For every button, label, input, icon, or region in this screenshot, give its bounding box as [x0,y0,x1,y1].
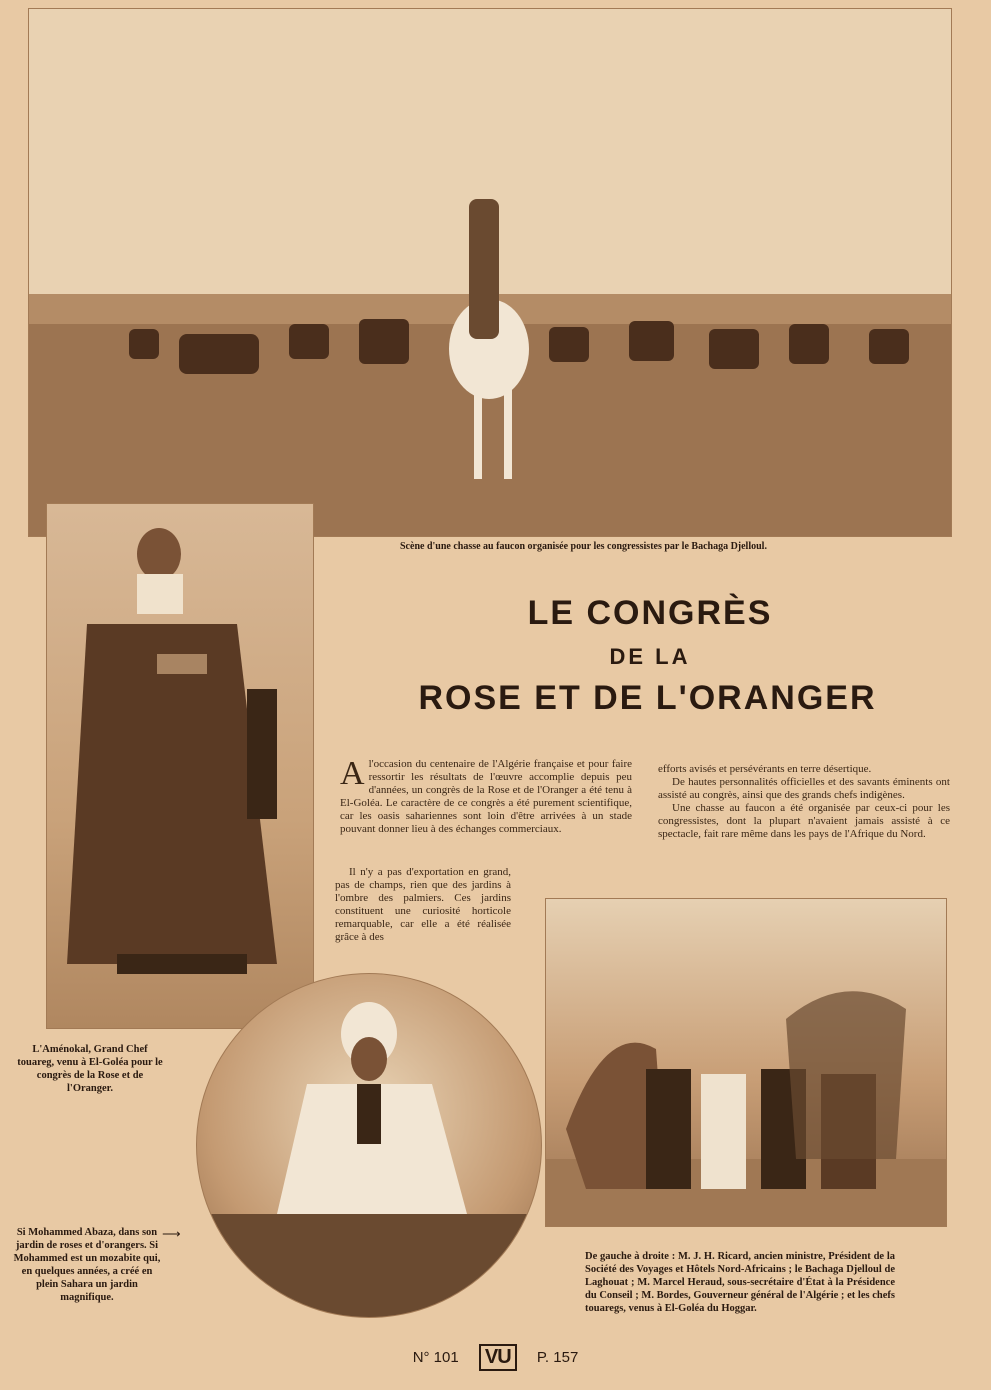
hunt-scene-illustration [29,9,951,536]
abaza-figure-illustration [197,974,541,1317]
photo-amenokal [46,503,314,1029]
photo-abaza [196,973,542,1318]
article-paragraph-1: l'occasion du centenaire de l'Algérie française et pour faire ressortir les résultats de l'œuvre accomplie depuis peu d'années, un congrès de la Rose et de l'Oranger a été tenu à El-Goléa. Le caractère de ce congrès a été purement scientifique, car les oasis sahariennes sont loin d'être arrivées à un stade pouvant donner lieu à des échanges commerciaux. [340,758,632,835]
issue-number: N° 101 [412,1349,459,1366]
caption-group: De gauche à droite : M. J. H. Ricard, ancien ministre, Président de la Société des Voyages et Hôtels Nord-Africains ; le Bachaga Djelloul de Laghouat ; M. Marcel Heraud, sous-secrétaire d'État à la Présidence du Conseil ; M. Bordes, Gouverneur général de l'Algérie ; et les chefs touaregs, venus à El-Goléa du Hoggar. [585,1251,895,1314]
title-line-1: LE CONGRÈS [527,594,773,632]
photo-falcon-hunt [28,8,952,537]
arrow-right-icon: ⟶ [162,1226,181,1241]
article-column-2 [658,763,950,841]
title-line-2: DE LA [609,644,691,669]
photo-dignitaries [545,898,947,1227]
dignitaries-scene-illustration [546,899,946,1226]
page-footer [0,1344,991,1371]
page-number: P. 157 [536,1349,579,1366]
article-paragraph-2: Il n'y a pas d'exportation en grand, pas de champs, rien que des jardins à l'ombre des palmiers. Ces jardins constituent une curiosité horticole remarquable, car elle a été réalisée grâce à des [335,866,511,943]
caption-amenokal: L'Aménokal, Grand Chef touareg, venu à El-Goléa pour le congrès de la Rose et de l'Oranger. [17,1044,163,1094]
article-paragraph-4: De hautes personnalités officielles et des savants éminents ont assisté au congrès, ainsi que des grands chefs indigènes. [658,776,950,801]
article-paragraph-5: Une chasse au faucon a été organisée par ceux-ci pour les congressistes, dont la plupart n'avaient jamais assisté à ce spectacle, fait rare même dans les pays de l'Afrique du Nord. [658,802,950,840]
article-column-1b [335,866,511,944]
title-line-3: ROSE ET DE L'ORANGER [418,679,877,717]
article-dropcap: A [340,755,365,792]
caption-abaza: Si Mohammed Abaza, dans son jardin de roses et d'orangers. Si Mohammed est un mozabite qui, en quelques années, a créé en plein Sahara un jardin magnifique. [13,1227,161,1303]
caption-falcon-hunt: Scène d'une chasse au faucon organisée pour les congressistes par le Bachaga Djelloul. [400,541,767,552]
article-paragraph-3: efforts avisés et persévérants en terre désertique. [658,763,872,775]
amenokal-figure-illustration [47,504,313,1028]
article-column-1 [340,755,632,836]
vu-logo: VU [479,1344,517,1371]
